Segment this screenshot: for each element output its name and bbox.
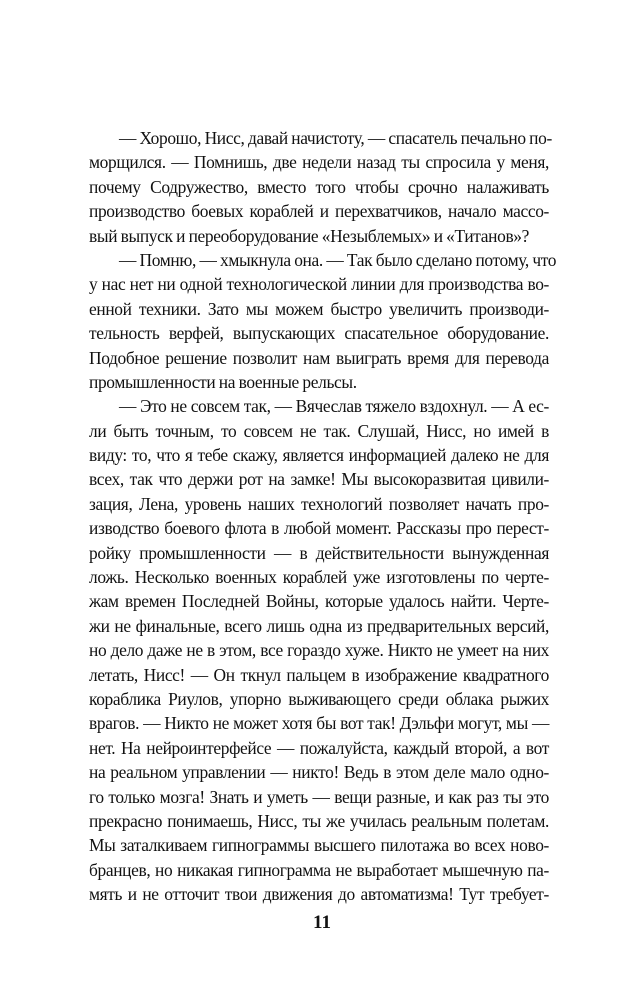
text-line: Мы заталкиваем гипнограммы высшего пилотажа во всех ново- [89, 835, 549, 856]
text-line: бранцев, но никакая гипнограмма не выработает мышечную па- [89, 859, 549, 880]
text-line: почему Содружество, вместо того чтобы срочно налаживать [89, 176, 549, 197]
text-line: го только мозга! Знать и уметь — вещи разные, и как раз ты это [89, 786, 549, 807]
text-line: у нас нет ни одной технологической линии для производства во- [89, 274, 549, 295]
text-line: ложь. Несколько военных кораблей уже изготовлены по черте- [89, 567, 549, 588]
text-line: ройку промышленности — в действительности вынужденная [89, 542, 549, 563]
text-line: кораблика Риулов, упорно выживающего среди облака рыжих [89, 688, 549, 709]
text-line: прекрасно понимаешь, Нисс, ты же училась реальным полетам. [89, 810, 549, 831]
text-line: — Помню, — хмыкнула она. — Так было сделано потому, что [119, 249, 557, 270]
text-line: ли быть точным, то совсем не так. Слушай, Нисс, но имей в [89, 420, 549, 441]
text-line: Подобное решение позволит нам выиграть время для перевода [89, 347, 549, 368]
text-line: жам времен Последней Войны, которые удалось найти. Черте- [89, 591, 549, 612]
text-line: всех, так что держи рот на замке! Мы высокоразвитая цивили- [89, 469, 549, 490]
text-line: на реальном управлении — никто! Ведь в этом деле мало одно- [89, 762, 549, 783]
text-line: виду: то, что я тебе скажу, является информацией далеко не для [89, 445, 549, 466]
text-line: вый выпуск и переоборудование «Незыблемых» и «Титанов»? [89, 225, 530, 246]
text-line: промышленности на военные рельсы. [89, 371, 357, 392]
text-line: летать, Нисс! — Он ткнул пальцем в изображение квадратного [89, 664, 549, 685]
text-line: врагов. — Никто не может хотя бы вот так! Дэльфи могут, мы — [89, 713, 549, 734]
text-line: жи не финальные, всего лишь одна из предварительных версий, [89, 615, 549, 636]
text-line: зация, Лена, уровень наших технологий позволяет начать про- [89, 493, 549, 514]
text-line: енной техники. Зато мы можем быстро увеличить производи- [89, 298, 549, 319]
text-line: тельность верфей, выпускающих спасательное оборудование. [89, 323, 549, 344]
text-line: — Это не совсем так, — Вячеслав тяжело вздохнул. — А ес- [119, 396, 549, 417]
text-line: нет. На нейроинтерфейсе — пожалуйста, каждый второй, а вот [89, 737, 549, 758]
text-line: — Хорошо, Нисс, давай начистоту, — спасатель печально по- [119, 128, 552, 148]
text-line: изводство боевого флота в любой момент. Рассказы про перест- [89, 518, 549, 539]
page-number: 11 [313, 912, 331, 933]
text-line: но дело даже не в этом, все гораздо хуже. Никто не умеет на них [89, 640, 549, 661]
body-text [89, 126, 557, 907]
text-line: производство боевых кораблей и перехватчиков, начало массо- [89, 201, 549, 222]
text-line: морщился. — Помнишь, две недели назад ты спросила у меня, [89, 152, 549, 173]
text-line: мять и не отточит твои движения до автоматизма! Тут требует- [89, 884, 549, 905]
